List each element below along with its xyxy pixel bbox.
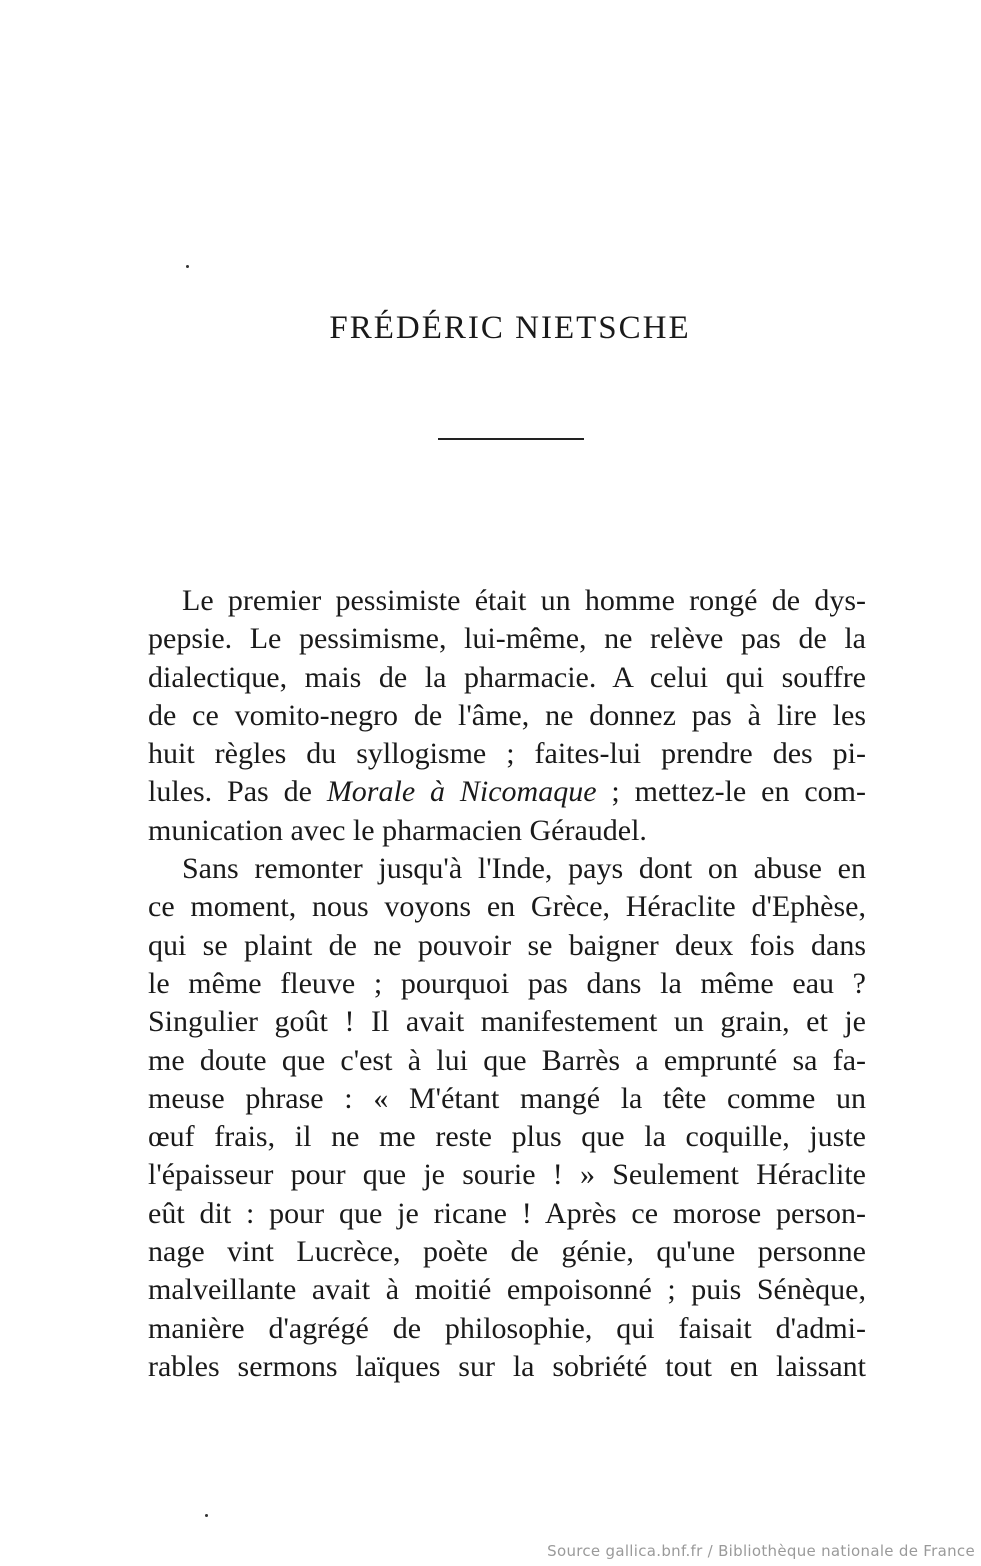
text-line: pepsie. Le pessimisme, lui-même, ne relève pas de la [148,622,866,656]
text-line: qui se plaint de ne pouvoir se baigner deux fois dans [148,928,866,962]
text-line: Le premier pessimiste était un homme rongé de dys- [182,584,866,617]
text-line: le même fleuve ; pourquoi pas dans la même eau ? [148,966,866,1000]
text-line: Singulier goût ! Il avait manifestement un grain, et je [148,1005,866,1039]
body-text [148,582,866,1386]
italic-title-text: Morale à Nicomaque [326,775,597,809]
text-line: Sans remonter jusqu'à l'Inde, pays dont on abuse en [182,852,866,886]
text-segment: ; mettez-le en com- [596,775,866,809]
text-line [148,773,866,811]
text-line: nage vint Lucrèce, poète de génie, qu'une personne [148,1235,866,1269]
text-line: de ce vomito-negro de l'âme, ne donnez pas à lire les [148,698,866,732]
text-line: l'épaisseur pour que je sourie ! » Seulement Héraclite [148,1158,866,1192]
text-line: œuf frais, il ne me reste plus que la coquille, juste [148,1120,866,1154]
title-divider [438,438,584,440]
text-line: huit règles du syllogisme ; faites-lui prendre des pi- [148,737,866,771]
text-line: rables sermons laïques sur la sobriété tout en laissant [148,1349,866,1383]
text-line: me doute que c'est à lui que Barrès a emprunté sa fa- [148,1043,866,1077]
print-speck [205,1514,208,1517]
text-line: munication avec le pharmacien Géraudel. [148,813,647,847]
text-line: manière d'agrégé de philosophie, qui faisait d'admi- [148,1311,866,1345]
text-line: eût dit : pour que je ricane ! Après ce morose person- [148,1196,866,1230]
source-footer: Source gallica.bnf.fr / Bibliothèque nationale de France [547,1542,975,1560]
print-speck [186,265,189,268]
text-line: malveillante avait à moitié empoisonné ; puis Sénèque, [148,1273,866,1307]
text-line: dialectique, mais de la pharmacie. A celui qui souffre [148,660,866,694]
text-segment: lules. Pas de [148,775,327,809]
page-title: FRÉDÉRIC NIETSCHE [329,310,691,346]
text-line: ce moment, nous voyons en Grèce, Héraclite d'Ephèse, [148,890,866,924]
text-line: meuse phrase : « M'étant mangé la tête comme un [148,1081,866,1115]
